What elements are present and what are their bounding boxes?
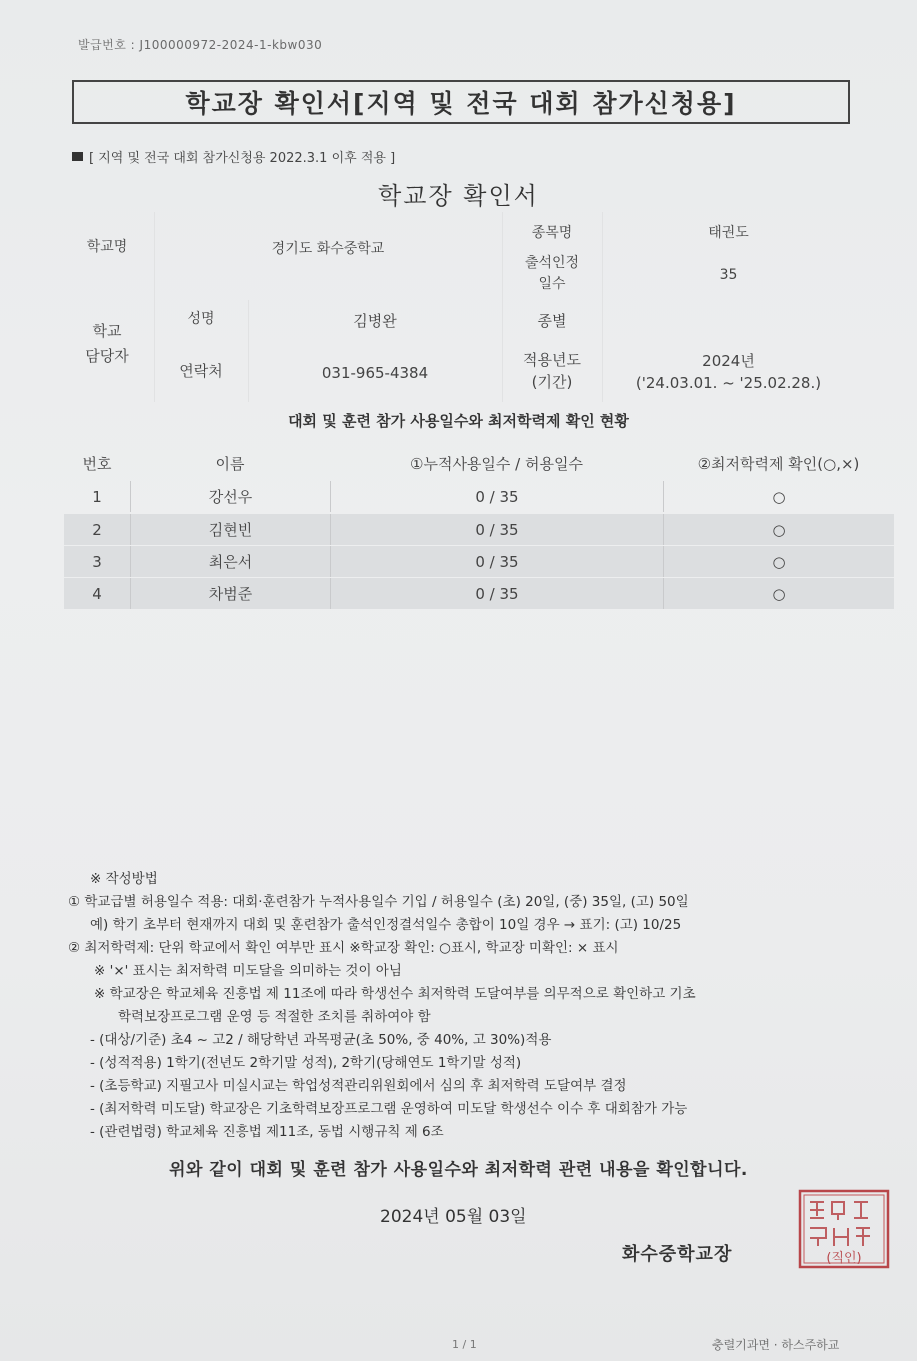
table-title: 대회 및 훈련 참가 사용일수와 최저학력제 확인 현황 [288,412,629,430]
table-row [64,546,894,577]
row-check: ○ [663,578,894,609]
info-table [60,212,855,402]
notes-heading: ※ 작성방법 [90,871,158,887]
principal-signature: 화수중학교장 [622,1244,733,1265]
confirmation-statement: 위와 같이 대회 및 훈련 참가 사용일수와 최저학력 관련 내용을 확인합니다. [169,1160,748,1180]
event-value: 태권도 [708,224,749,241]
table-row [64,481,894,512]
row-number: 2 [92,520,102,539]
row-days: 0 / 35 [330,514,663,545]
staff-label: 학교 담당자 [85,321,129,365]
row-days: 0 / 35 [330,546,663,577]
header-name: 이름 [215,455,245,473]
event-label: 종목명 [531,224,573,241]
header-days: ①누적사용일수 / 허용일수 [410,455,583,473]
header-number: 번호 [82,455,112,473]
seal-label: (직인) [826,1251,862,1266]
document-title: 학교장 확인서 [378,182,539,210]
official-seal-icon [796,1188,892,1270]
school-label: 학교명 [86,238,128,255]
issue-number: 발급번호 : J100000972-2024-1-kbw030 [78,38,323,52]
section-note-text: [ 지역 및 전국 대회 참가신청용 2022.3.1 이후 적용 ] [89,151,396,166]
row-name: 강선우 [130,481,330,512]
instructions [68,868,868,1144]
detail-1: - (대상/기준) 초4 ~ 고2 / 해당학년 과목평균(초 50%, 중 40%, 고 30%)적용 [90,1032,552,1048]
header-check: ②최저학력제 확인(○,×) [697,455,860,473]
note-1: ① 학교급별 허용일수 적용: 대회·훈련참가 누적사용일수 기입 / 허용일수 (초) 20일, (중) 35일, (고) 50일 [68,894,689,910]
note-4-cont: 학력보장프로그램 운영 등 적절한 조치를 취하여야 함 [118,1009,431,1025]
header-title: 학교장 확인서[지역 및 전국 대회 참가신청용] [72,80,850,124]
attendance-value: 35 [719,266,738,283]
row-name: 김현빈 [130,514,330,545]
category-value [602,306,855,336]
attendance-label: 출석인정 일수 [524,255,580,292]
year-label: 적용년도 (기간) [523,350,581,391]
row-days: 0 / 35 [330,578,663,609]
name-value: 김병완 [353,311,397,330]
table-header-row [64,448,894,479]
square-bullet-icon [72,152,83,161]
category-label: 종별 [537,311,567,330]
page-number: 1 / 1 [452,1338,477,1351]
row-name: 차범준 [130,578,330,609]
year-value: 2024년 ('24.03.01. ~ '25.02.28.) [635,351,822,392]
issue-date: 2024년 05월 03일 [380,1207,527,1227]
note-3: ※ '×' 표시는 최저학력 미도달을 의미하는 것이 아님 [94,963,402,979]
detail-5: - (관련법령) 학교체육 진흥법 제11조, 동법 시행규칙 제 6조 [90,1124,444,1140]
contact-value: 031-965-4384 [321,363,429,382]
row-name: 최은서 [130,546,330,577]
school-value: 경기도 화수중학교 [271,240,385,257]
name-label: 성명 [187,310,215,327]
row-check: ○ [663,546,894,577]
note-2: ② 최저학력제: 단위 학교에서 확인 여부만 표시 ※학교장 확인: ○표시, 학교장 미확인: × 표시 [68,940,619,956]
row-number: 1 [92,487,102,506]
row-number: 4 [92,584,102,603]
detail-4: - (최저학력 미도달) 학교장은 기초학력보장프로그램 운영하여 미도달 학생선수 이수 후 대회참가 가능 [90,1101,688,1117]
footer-issuer: 충렬기과면 · 하스주하교 [712,1338,840,1352]
section-note [72,147,395,166]
table-row [64,578,894,609]
note-4: ※ 학교장은 학교체육 진흥법 제 11조에 따라 학생선수 최저학력 도달여부를 의무적으로 확인하고 기초 [94,986,696,1002]
row-check: ○ [663,481,894,512]
note-1-example: 예) 학기 초부터 현재까지 대회 및 훈련참가 출석인정결석일수 총합이 10일 경우 → 표기: (고) 10/25 [90,917,682,933]
contact-label: 연락처 [179,361,223,380]
table-row [64,514,894,545]
row-days: 0 / 35 [330,481,663,512]
row-number: 3 [92,552,102,571]
row-check: ○ [663,514,894,545]
detail-2: - (성적적용) 1학기(전년도 2학기말 성적), 2학기(당해연도 1학기말 성적) [90,1055,522,1071]
detail-3: - (초등학교) 지필고사 미실시교는 학업성적관리위원회에서 심의 후 최저학력 도달여부 결정 [90,1078,627,1094]
